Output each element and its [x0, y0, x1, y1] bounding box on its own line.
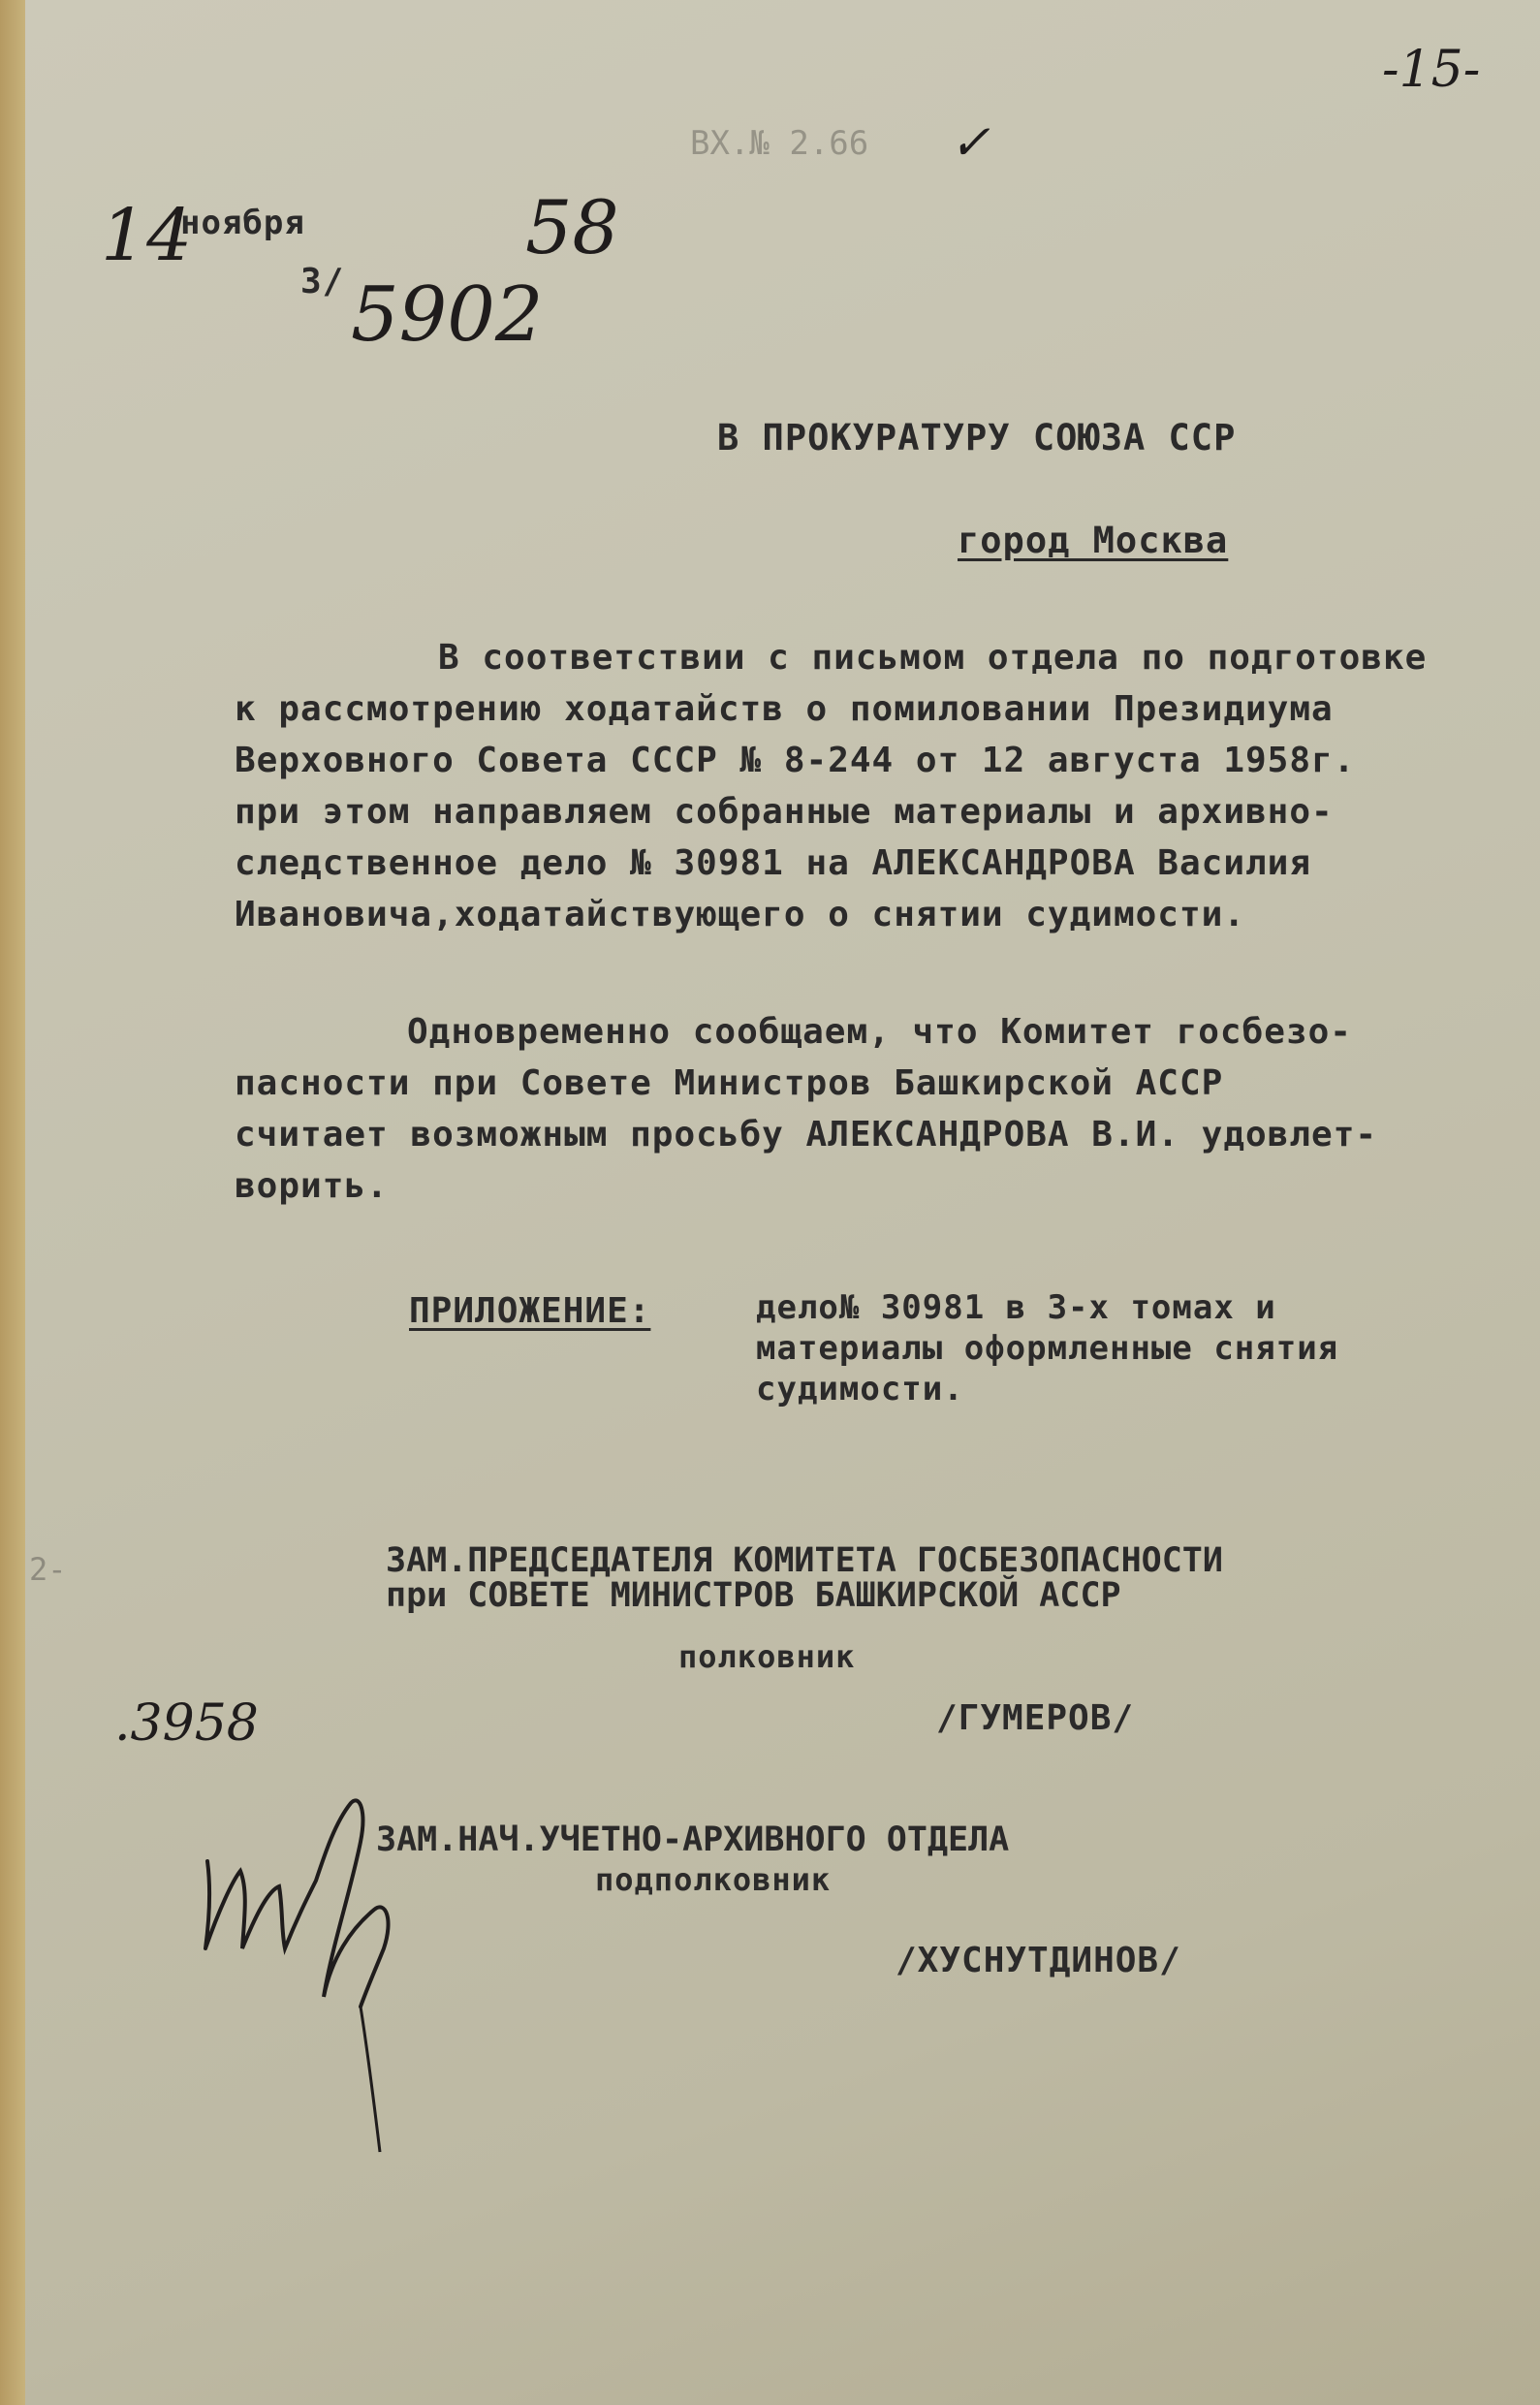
- body-paragraph-1: [235, 632, 1514, 940]
- year-mark: 58: [525, 184, 619, 270]
- signatory-name: /ГУМЕРОВ/: [936, 1698, 1135, 1738]
- attachment-line: материалы оформленные снятия: [756, 1329, 1339, 1368]
- incoming-stamp: ВХ.№ 2.66: [690, 124, 869, 163]
- attachment-line: дело№ 30981 в 3-х томах и: [756, 1288, 1276, 1327]
- outgoing-number: 5902: [351, 271, 544, 359]
- addressee-line: В ПРОКУРАТУРУ СОЮЗА ССР: [717, 417, 1237, 459]
- body-line: ворить.: [235, 1166, 389, 1206]
- body-line: Одновременно сообщаем, что Комитет госбезо-: [407, 1012, 1352, 1052]
- page-number: -15-: [1382, 41, 1481, 99]
- attachment-line: судимости.: [756, 1370, 964, 1408]
- signatory-organization: при СОВЕТЕ МИНИСТРОВ БАШКИРСКОЙ АССР: [386, 1576, 1121, 1615]
- handwritten-signature: [161, 1764, 452, 2171]
- margin-faint-mark: 2-: [29, 1551, 67, 1588]
- body-line: считает возможным просьбу АЛЕКСАНДРОВА В.И. удовлет-: [235, 1115, 1378, 1155]
- second-signatory-title: ЗАМ.НАЧ.УЧЕТНО-АРХИВНОГО ОТДЕЛА: [376, 1820, 1010, 1859]
- body-paragraph-2: [235, 1006, 1514, 1212]
- second-signatory-name: /ХУСНУТДИНОВ/: [896, 1941, 1181, 1980]
- body-line: к рассмотрению ходатайств о помиловании Президиума: [235, 689, 1334, 729]
- body-line: при этом направляем собранные материалы и архивно-: [235, 792, 1334, 832]
- binding-edge: [0, 0, 25, 2405]
- check-mark: ✓: [950, 114, 990, 171]
- signatory-title: ЗАМ.ПРЕДСЕДАТЕЛЯ КОМИТЕТА ГОСБЕЗОПАСНОСТИ: [386, 1541, 1223, 1580]
- body-line: следственное дело № 30981 на АЛЕКСАНДРОВА Василия: [235, 843, 1312, 883]
- body-line: Ивановича,ходатайствующего о снятии судимости.: [235, 895, 1245, 934]
- document-page: [25, 0, 1540, 2405]
- addressee-city: город Москва: [958, 520, 1229, 561]
- signatory-rank: полковник: [678, 1638, 856, 1675]
- attachment-label: ПРИЛОЖЕНИЕ:: [409, 1291, 651, 1331]
- body-line: пасности при Совете Министров Башкирской АССР: [235, 1063, 1224, 1103]
- second-signatory-rank: подполковник: [595, 1861, 832, 1898]
- attachment-text: [756, 1287, 1338, 1409]
- outgoing-prefix: 3/: [300, 262, 345, 301]
- margin-handwritten-number: .3958: [114, 1694, 259, 1753]
- date-month: ноября: [180, 204, 305, 242]
- body-line: В соответствии с письмом отдела по подготовке: [438, 638, 1428, 678]
- date-day: 14: [101, 194, 193, 277]
- body-line: Верховного Совета СССР № 8-244 от 12 августа 1958г.: [235, 741, 1356, 780]
